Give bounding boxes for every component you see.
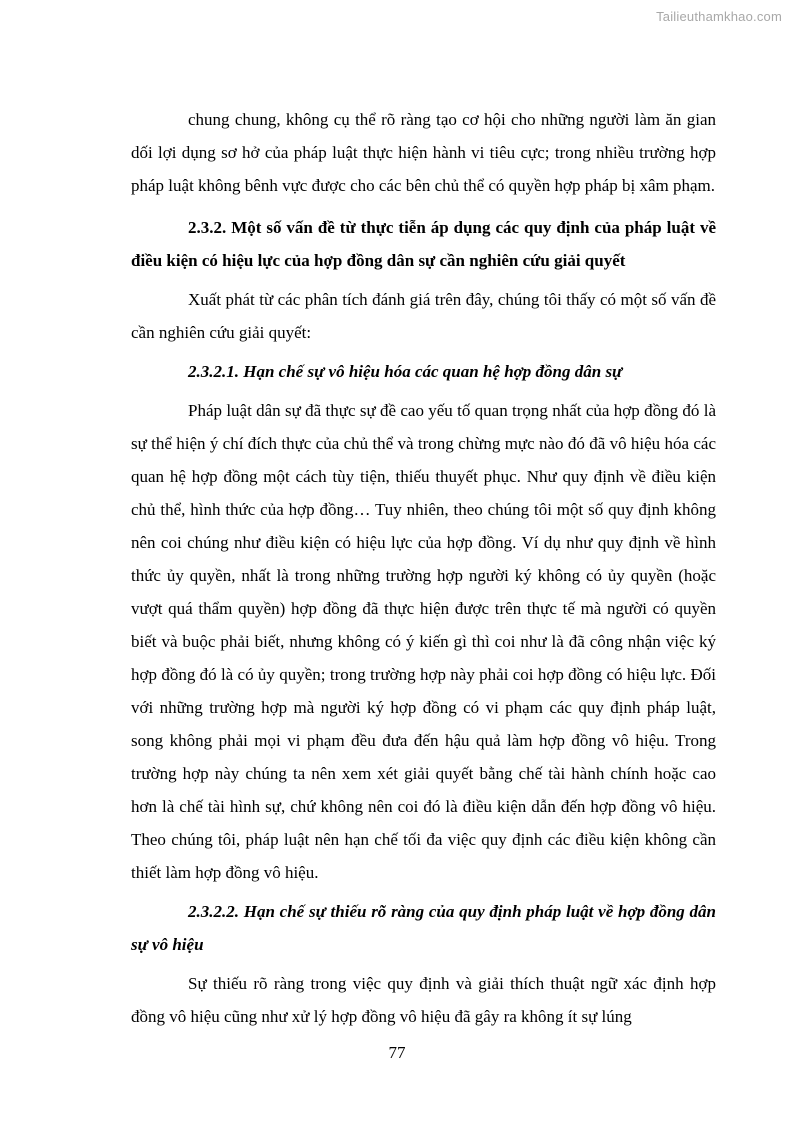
paragraph-2-3-2-1: Pháp luật dân sự đã thực sự đề cao yếu tố quan trọng nhất của hợp đồng đó là sự thể hiện ý chí đích thực của chủ thể và trong chừng mực nào đó đã vô hiệu hóa các quan hệ hợp đồng một cách tùy tiện, thiếu thuyết phục. Như quy định về điều kiện chủ thể, hình thức của hợp đồng… Tuy nhiên, theo chúng tôi một số quy định không nên coi chúng như điều kiện có hiệu lực của hợp đồng. Ví dụ như quy định về hình thức ủy quyền, nhất là trong những trường hợp người ký không có ủy quyền (hoặc vượt quá thẩm quyền) hợp đồng đã thực hiện được trên thực tế mà người có quyền biết và buộc phải biết, nhưng không có ý kiến gì thì coi như là đã công nhận việc ký hợp đồng đó là có ủy quyền; trong trường hợp này phải coi hợp đồng có hiệu lực. Đối với những trường hợp mà người ký hợp đồng có vi phạm các quy định pháp luật, song không phải mọi vi phạm đều đưa đến hậu quả làm hợp đồng vô hiệu. Trong trường hợp này chúng ta nên xem xét giải quyết bằng chế tài hành chính hoặc cao hơn là chế tài hình sự, chứ không nên coi đó là điều kiện dẫn đến hợp đồng vô hiệu. Theo chúng tôi, pháp luật nên hạn chế tối đa việc quy định các điều kiện không cần thiết làm hợp đồng vô hiệu. — [131, 401, 716, 882]
subsection-heading-2-3-2-1: 2.3.2.1. Hạn chế sự vô hiệu hóa các quan hệ hợp đồng dân sự — [188, 362, 623, 381]
section-heading-2-3-2: 2.3.2. Một số vấn đề từ thực tiễn áp dụng các quy định của pháp luật về điều kiện có hiệu lực của hợp đồng dân sự cần nghiên cứu giải quyết — [131, 218, 716, 270]
watermark: Tailieuthamkhao.com — [656, 9, 782, 24]
page-number: 77 — [388, 1043, 406, 1062]
paragraph-2-3-2-2: Sự thiếu rõ ràng trong việc quy định và giải thích thuật ngữ xác định hợp đồng vô hiệu cũng như xử lý hợp đồng vô hiệu đã gây ra không ít sự lúng — [131, 974, 716, 1026]
paragraph-continuation: chung chung, không cụ thể rõ ràng tạo cơ hội cho những người làm ăn gian dối lợi dụng sơ hở của pháp luật thực hiện hành vi tiêu cực; trong nhiều trường hợp pháp luật không bênh vực được cho các bên chủ thể có quyền hợp pháp bị xâm phạm. — [131, 110, 716, 195]
page-content — [131, 103, 716, 1033]
subsection-heading-2-3-2-2: 2.3.2.2. Hạn chế sự thiếu rõ ràng của quy định pháp luật về hợp đồng dân sự vô hiệu — [131, 902, 716, 954]
paragraph-section-intro: Xuất phát từ các phân tích đánh giá trên đây, chúng tôi thấy có một số vấn đề cần nghiên cứu giải quyết: — [131, 290, 716, 342]
